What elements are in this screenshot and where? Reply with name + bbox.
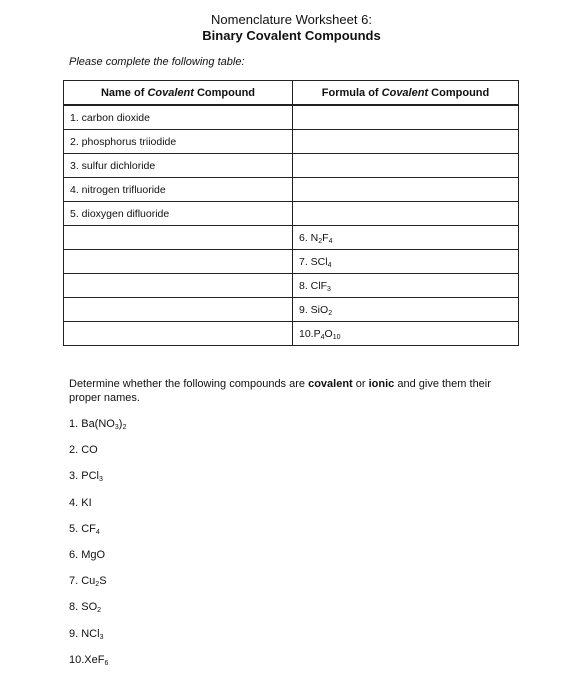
table-row	[64, 298, 519, 322]
compound-name-cell: 2. phosphorus triiodide	[64, 130, 293, 154]
compound-item: 4. KI	[69, 496, 92, 509]
table-row	[64, 226, 519, 250]
compound-formula-cell[interactable]	[293, 105, 519, 130]
compound-name-cell[interactable]	[64, 322, 293, 346]
compound-name-cell: 3. sulfur dichloride	[64, 154, 293, 178]
compound-item: 8. $SO_2$	[69, 601, 102, 615]
nomenclature-table	[63, 80, 519, 346]
compound-formula-cell: 6. $N_2F_4$	[293, 226, 519, 250]
compound-list	[69, 417, 126, 679]
table-header-row	[64, 81, 519, 106]
compound-formula-cell[interactable]	[293, 178, 519, 202]
table-row	[64, 322, 519, 346]
compound-formula-cell: 8. ClF$_3$	[293, 274, 519, 298]
compound-formula-cell: 7. SCl$_4$	[293, 250, 519, 274]
worksheet-subtitle: Binary Covalent Compounds	[202, 28, 381, 43]
compound-formula-cell: 9. SiO$_2$	[293, 298, 519, 322]
compound-item: 3. PCl$_3$	[69, 470, 103, 484]
compound-name-cell: 1. carbon dioxide	[64, 105, 293, 130]
compound-name-cell[interactable]	[64, 298, 293, 322]
compound-item: 9. NCl$_3$	[69, 627, 104, 641]
compound-formula-cell[interactable]	[293, 130, 519, 154]
table-row	[64, 130, 519, 154]
compound-name-cell: 5. dioxygen difluoride	[64, 202, 293, 226]
compound-item: 6. MgO	[69, 548, 106, 561]
worksheet-title: Nomenclature Worksheet 6:	[211, 12, 372, 27]
table-instruction: Please complete the following table:	[69, 56, 245, 68]
compound-formula-cell[interactable]	[293, 154, 519, 178]
compound-name-cell[interactable]	[64, 226, 293, 250]
table-row	[64, 105, 519, 130]
table-row	[64, 274, 519, 298]
compound-name-cell[interactable]	[64, 250, 293, 274]
compound-item: 2. CO	[69, 444, 98, 457]
compound-name-cell: 4. nitrogen trifluoride	[64, 178, 293, 202]
compound-name-cell[interactable]	[64, 274, 293, 298]
compound-formula-cell[interactable]	[293, 202, 519, 226]
compound-item: 7. $Cu_2S$	[69, 575, 107, 589]
compound-item: 1. $Ba(NO_3)_2$	[69, 418, 127, 431]
formula-column-header: Formula of Covalent Compound	[293, 81, 519, 106]
compound-item: 5. $CF_4$	[69, 522, 100, 536]
table-body	[64, 105, 519, 346]
compound-formula-cell: $10.P_4O_{10}$	[293, 322, 519, 346]
table-row	[64, 154, 519, 178]
name-column-header: Name of Covalent Compound	[64, 81, 293, 106]
section2-instruction: Determine whether the following compounds are covalent or ionic and give them their proper names.	[69, 378, 491, 404]
table-row	[64, 202, 519, 226]
table-row	[64, 178, 519, 202]
table-row	[64, 250, 519, 274]
compound-item: 10.XeF$_6$	[69, 653, 109, 667]
